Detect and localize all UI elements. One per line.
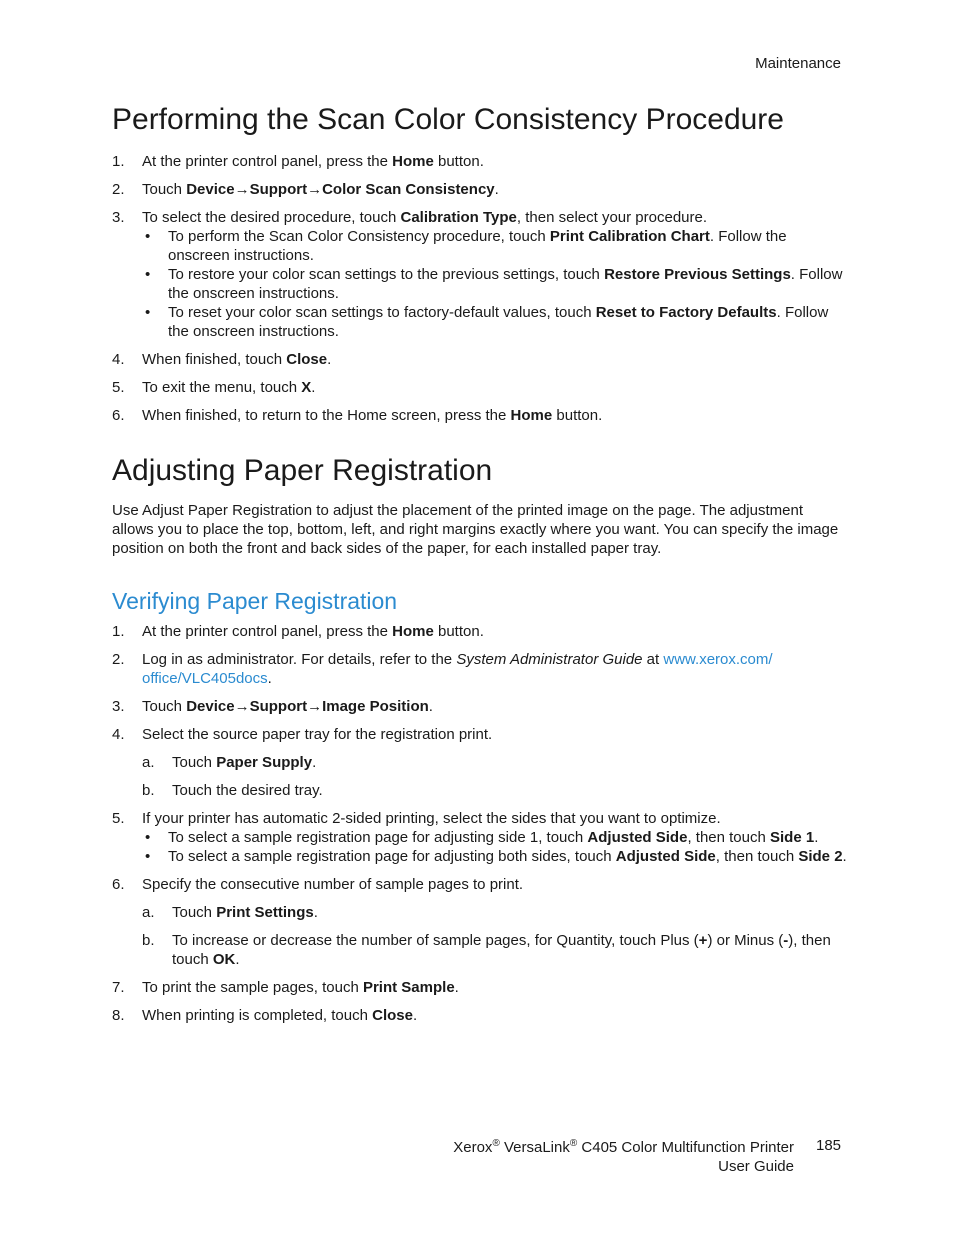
section-title-paper-registration: Adjusting Paper Registration (112, 454, 493, 487)
verify-steps (112, 622, 847, 1025)
docs-link[interactable]: www.xerox.com/ office/VLC405docs (142, 651, 773, 687)
bullet-item: • To restore your color scan settings to the previous settings, touch Restore Previous Settings. Follow the onscreen instructions. (168, 265, 847, 303)
list-item: 2. Touch Device→Support→Color Scan Consistency. (112, 181, 499, 198)
list-item: 4. When finished, touch Close. (112, 351, 332, 368)
footer-doc-title: User Guide (718, 1158, 794, 1175)
list-item: 6. Specify the consecutive number of sample pages to print. a. Touch Print Settings. b. To increase or decrease the number of sample pages, for Quantity, touch Plus (+) or Minus (-), then touch OK. (112, 875, 847, 969)
sub-item: b. Touch the desired tray. (142, 782, 323, 799)
running-header: Maintenance (755, 55, 841, 72)
list-item: 6. When finished, to return to the Home screen, press the Home button. (112, 407, 603, 424)
page-content (112, 100, 847, 1034)
list-item: 3. Touch Device→Support→Image Position. (112, 698, 433, 715)
bullet-item: • To select a sample registration page for adjusting both sides, touch Adjusted Side, then touch Side 2. (168, 847, 847, 866)
sub-item: a. Touch Paper Supply. (142, 754, 317, 771)
sub-item: b. To increase or decrease the number of sample pages, for Quantity, touch Plus (+) or Minus (-), then touch OK. (142, 932, 831, 968)
bullet-item: • To reset your color scan settings to factory-default values, touch Reset to Factory Defaults. Follow the onscreen instructions. (168, 303, 847, 341)
bullet-item: • To perform the Scan Color Consistency procedure, touch Print Calibration Chart. Follow the onscreen instructions. (168, 227, 847, 265)
bullet-list (142, 227, 847, 341)
page-number: 185 (816, 1137, 842, 1154)
sub-item: a. Touch Print Settings. (142, 904, 318, 921)
list-item: 8. When printing is completed, touch Close. (112, 1007, 418, 1024)
sub-list (142, 753, 847, 800)
list-item: 5. To exit the menu, touch X. (112, 379, 316, 396)
list-item: 5. If your printer has automatic 2-sided printing, select the sides that you want to optimize. • To select a sample registration page for adjusting side 1, touch Adjusted Side, then touch Side 1. • To select a sample registration page for adjusting both sides, touch Adjusted Side, then touch Side 2. (112, 809, 847, 866)
scan-color-steps (112, 152, 847, 425)
sub-list (142, 903, 847, 969)
list-item: 7. To print the sample pages, touch Print Sample. (112, 979, 459, 996)
list-item: 2. Log in as administrator. For details, refer to the System Administrator Guide at www.xerox.com/ office/VLC405docs. (112, 651, 773, 687)
intro-paragraph: Use Adjust Paper Registration to adjust the placement of the printed image on the page. The adjustment allows you to place the top, bottom, left, and right margins exactly where you want. You can specify the image position on both the front and back sides of the paper, for each installed paper tray. (112, 502, 839, 557)
subsection-title-verifying: Verifying Paper Registration (112, 588, 398, 614)
list-item: 4. Select the source paper tray for the registration print. a. Touch Paper Supply. b. Touch the desired tray. (112, 725, 847, 800)
footer-product: Xerox® VersaLink® C405 Color Multifunction Printer (453, 1138, 794, 1156)
bullet-list (142, 828, 847, 866)
list-item: 1. At the printer control panel, press the Home button. (112, 623, 484, 640)
list-item: 3. To select the desired procedure, touch Calibration Type, then select your procedure. • To perform the Scan Color Consistency procedure, touch Print Calibration Chart. Follow the onscreen instructions. • To restore your color scan settings to the previous settings, touch Restore Previous Settings. Follow the onscreen instructions. • To reset your color scan settings to factory-default values, touch Reset to Factory Defaults. Follow the onscreen instructions. (112, 208, 847, 341)
list-item: 1. At the printer control panel, press the Home button. (112, 153, 484, 170)
bullet-item: • To select a sample registration page for adjusting side 1, touch Adjusted Side, then touch Side 1. (168, 828, 847, 847)
section-title-scan-color: Performing the Scan Color Consistency Procedure (112, 103, 784, 136)
page-footer (453, 1138, 794, 1176)
